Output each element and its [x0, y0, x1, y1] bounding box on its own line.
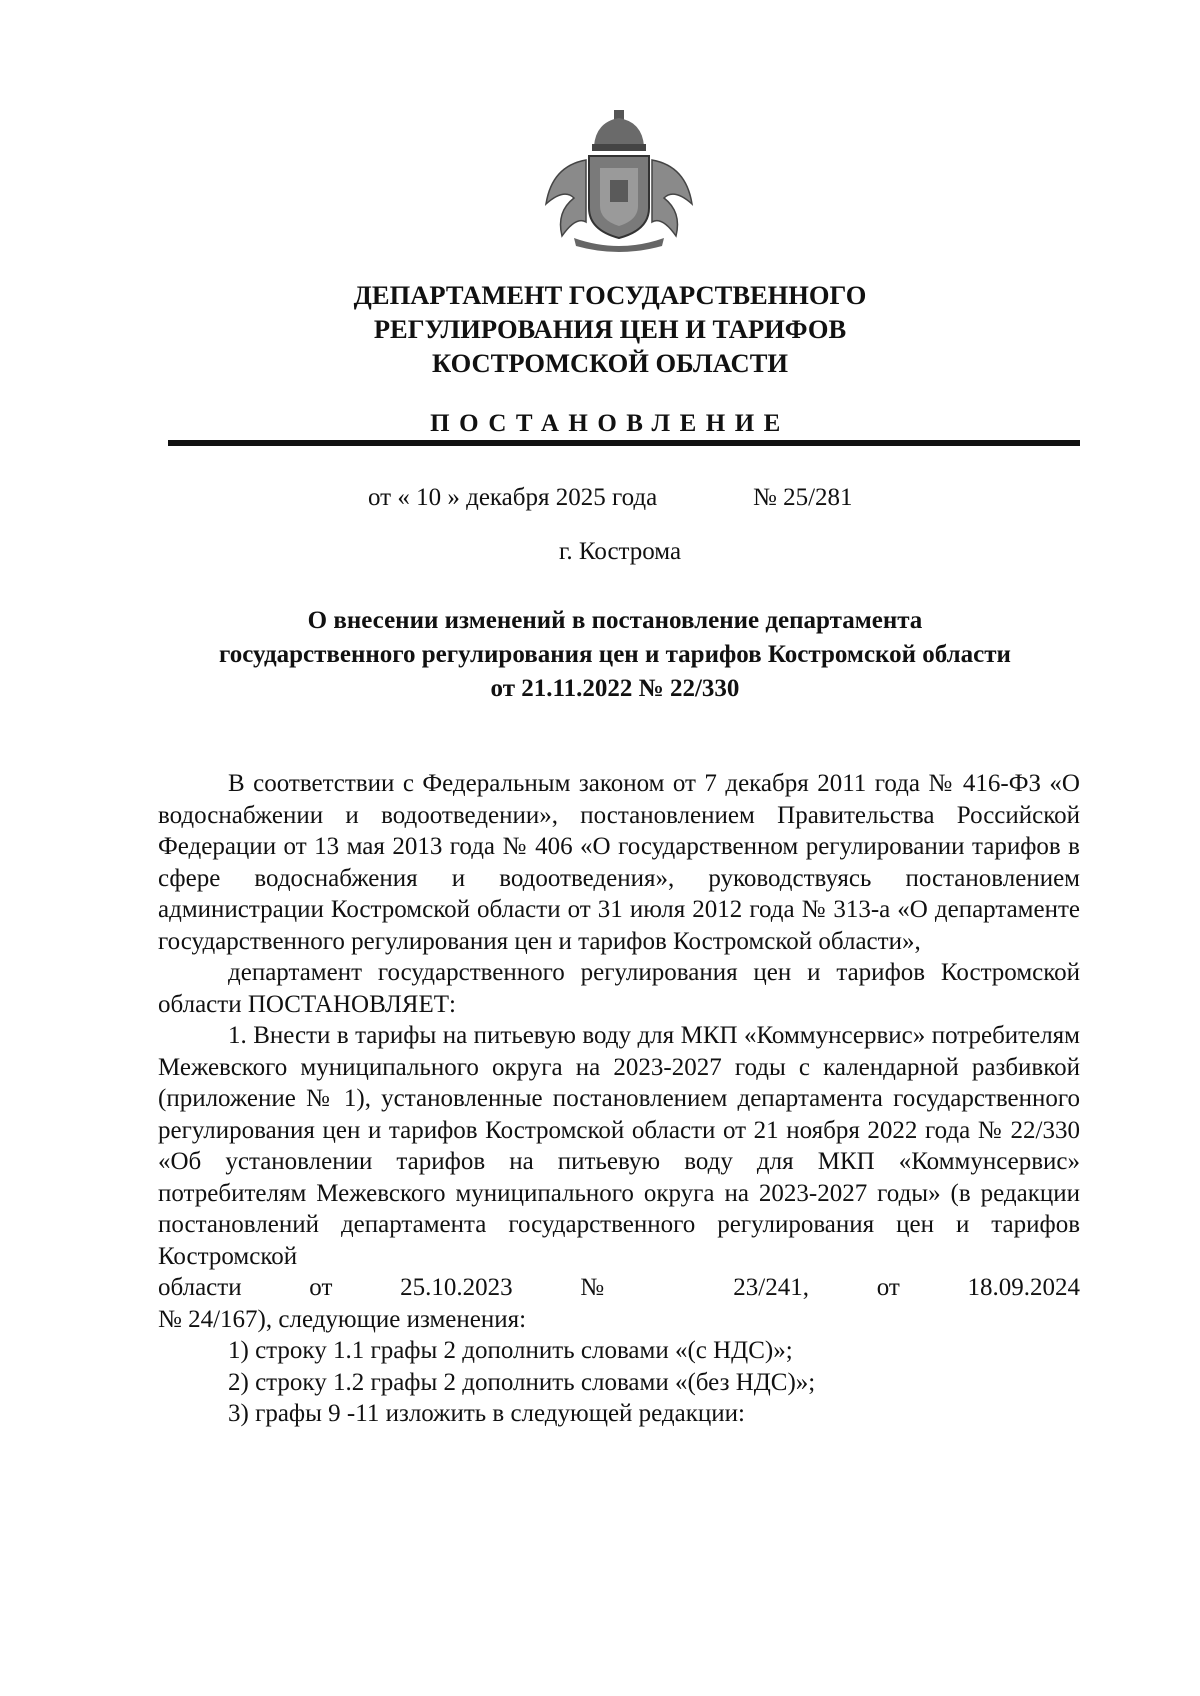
decree-date: от « 10 » декабря 2025 года — [368, 484, 658, 511]
header-divider — [168, 440, 1080, 446]
title-line-3: от 21.11.2022 № 22/330 — [490, 675, 740, 702]
header-line-1: ДЕПАРТАМЕНТ ГОСУДАРСТВЕННОГО — [353, 280, 867, 310]
point-1-dates-line: области от 25.10.2023 № 23/241, от 18.09.2024 — [158, 1274, 1080, 1301]
decree-body — [158, 768, 1080, 1430]
department-header — [160, 278, 1060, 380]
decree-number: № 25/281 — [753, 484, 853, 511]
list-item-3: 3) графы 9 -11 изложить в следующей редакции: — [228, 1400, 745, 1427]
decree-title — [140, 604, 1090, 706]
preamble-paragraph: В соответствии с Федеральным законом от 7 декабря 2011 года № 416-ФЗ «О водоснабжении и водоотведении», постановлением Правительства Российской Федерации от 13 мая 2013 года № 406 «О государственном регулировании тарифов в сфере водоснабжения и водоотведения», руководствуясь постановлением администрации Костромской области от 31 июля 2012 года № 313-а «О департаменте государственного регулирования цен и тарифов Костромской области», — [158, 770, 1080, 955]
list-item-2: 2) строку 1.2 графы 2 дополнить словами «(без НДС)»; — [228, 1368, 816, 1396]
point-1-paragraph: 1. Внести в тарифы на питьевую воду для МКП «Коммунсервис» потребителям Межевского муниципального округа на 2023-2027 годы с календарной разбивкой (приложение № 1), установленные постановлением департамента государственного регулирования цен и тарифов Костромской области от 21 ноября 2022 года № 22/330 «Об установлении тарифов на питьевую воду для МКП «Коммунсервис» потребителям Межевского муниципального округа на 2023-2027 годы» (в редакции постановлений департамента государственного регулирования цен и тарифов Костромской — [158, 1022, 1080, 1270]
list-item-1: 1) строку 1.1 графы 2 дополнить словами «(с НДС)»; — [228, 1337, 793, 1364]
decree-city: г. Кострома — [558, 538, 682, 565]
title-line-2: государственного регулирования цен и тарифов Костромской области — [219, 641, 1011, 668]
document-type-title: ПОСТАНОВЛЕНИЕ — [430, 410, 790, 437]
resolves-paragraph: департамент государственного регулирования цен и тарифов Костромской области ПОСТАНОВЛЯЕТ: — [158, 959, 1080, 1018]
coat-of-arms-emblem — [534, 108, 704, 256]
header-line-3: КОСТРОМСКОЙ ОБЛАСТИ — [432, 348, 788, 378]
title-line-1: О внесении изменений в постановление департамента — [307, 607, 923, 634]
kostroma-coat-of-arms-icon — [534, 108, 704, 256]
point-1-tail: № 24/167), следующие изменения: — [158, 1305, 527, 1333]
header-line-2: РЕГУЛИРОВАНИЯ ЦЕН И ТАРИФОВ — [373, 314, 847, 344]
